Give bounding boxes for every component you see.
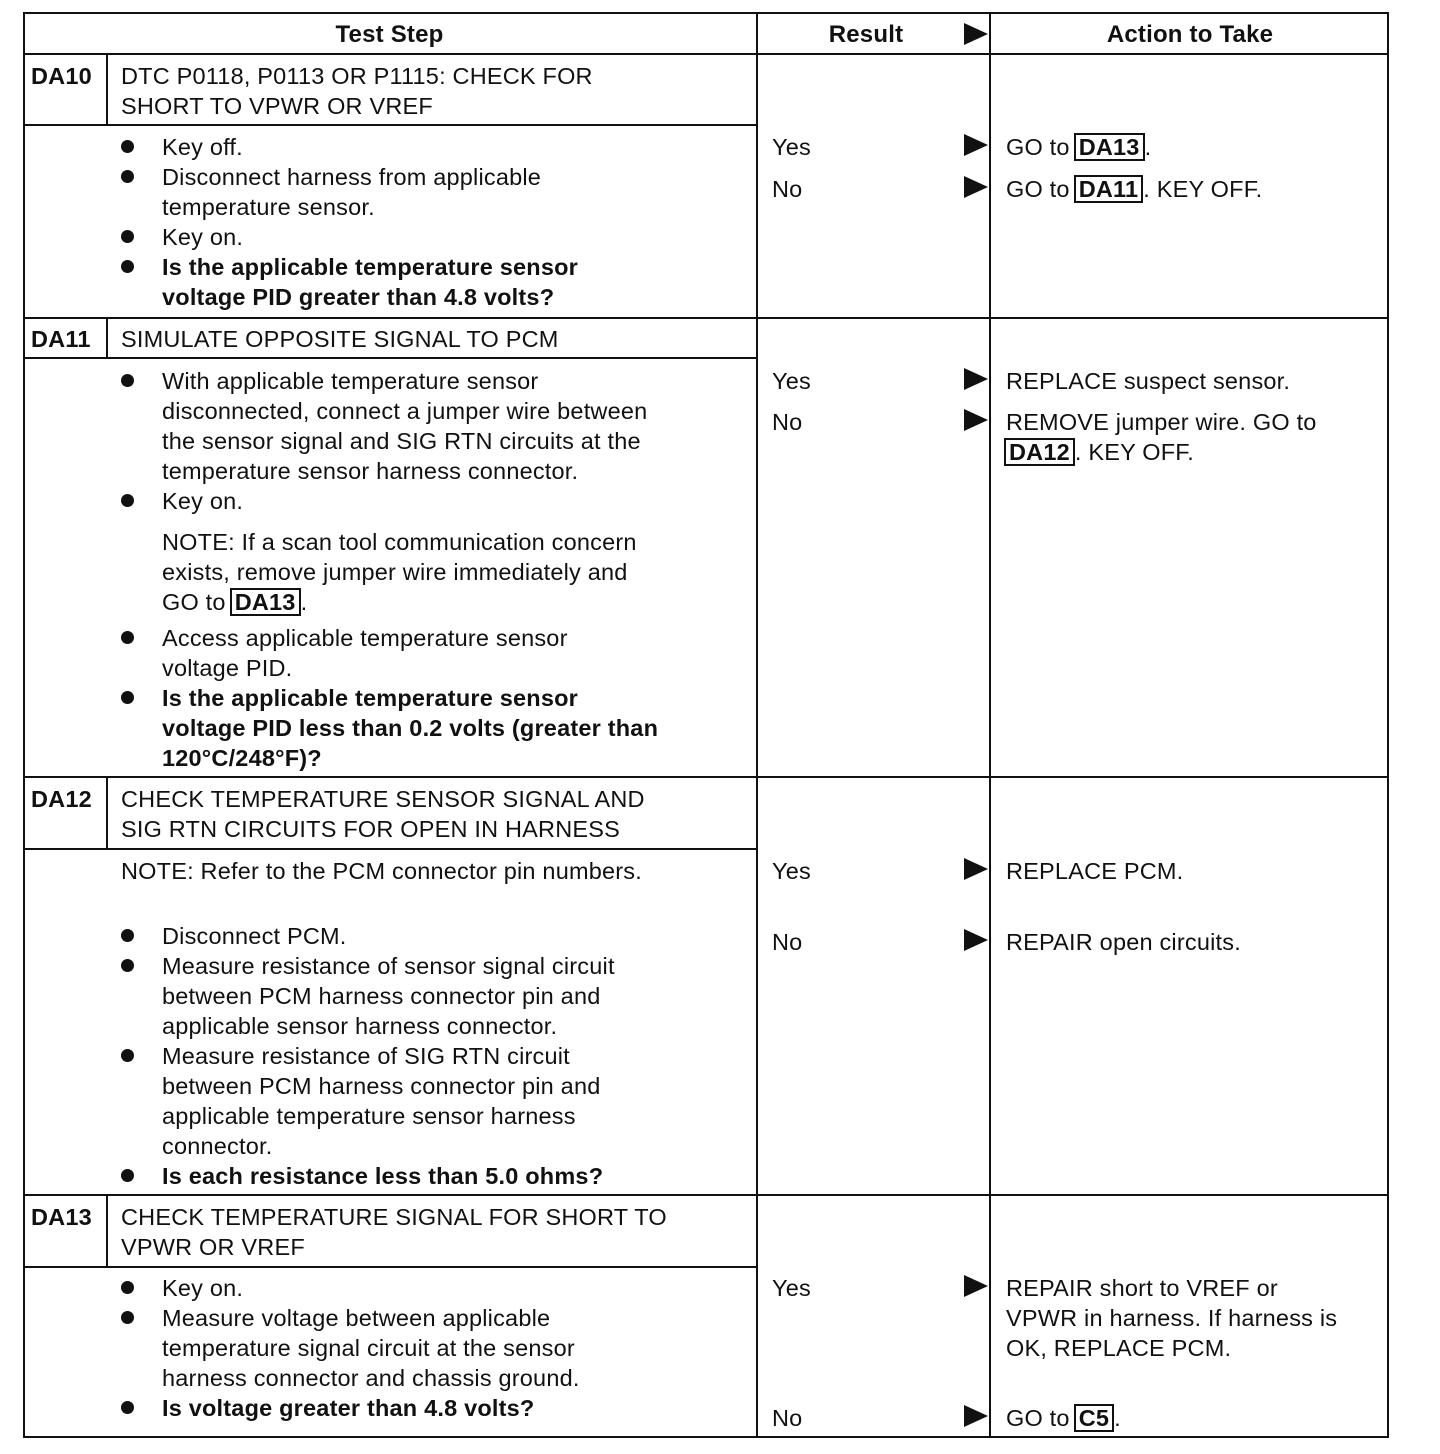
action-yes: REPAIR short to VREF or [1006,1275,1278,1301]
instruction: the sensor signal and SIG RTN circuits at the [162,428,641,454]
bullet-icon [121,374,134,387]
bullet-icon [121,170,134,183]
question: voltage PID greater than 4.8 volts? [162,284,555,310]
bullet-icon [121,1169,134,1182]
step-title: CHECK TEMPERATURE SENSOR SIGNAL AND [121,786,645,812]
row-divider [23,317,1389,319]
question: voltage PID less than 0.2 volts (greater than [162,715,659,741]
instruction: applicable sensor harness connector. [162,1013,558,1039]
step-id: DA12 [31,786,92,812]
instruction: voltage PID. [162,655,293,681]
result-no: No [772,409,803,435]
question: Is the applicable temperature sensor [162,685,578,711]
question: Is each resistance less than 5.0 ohms? [162,1163,604,1189]
step-title: DTC P0118, P0113 OR P1115: CHECK FOR [121,63,593,89]
instruction: Key on. [162,488,244,514]
bullet-icon [121,1401,134,1414]
bullet-icon [121,691,134,704]
arrow-icon [964,1275,988,1297]
action-no: GO to C5 . [1006,1405,1121,1431]
instruction: Measure resistance of SIG RTN circuit [162,1043,570,1069]
result-yes: Yes [772,134,811,160]
action-yes: REPLACE suspect sensor. [1006,368,1291,394]
instruction: between PCM harness connector pin and [162,983,601,1009]
step-title-divider [23,848,756,850]
header-test-step: Test Step [335,21,444,48]
step-title: SIMULATE OPPOSITE SIGNAL TO PCM [121,326,559,352]
step-reference[interactable]: DA13 [230,588,301,616]
header-result: Result [828,21,904,48]
result-no: No [772,1405,803,1431]
instruction: temperature signal circuit at the sensor [162,1335,575,1361]
result-yes: Yes [772,858,811,884]
action-no: REMOVE jumper wire. GO to [1006,409,1317,435]
step-title-divider [23,124,756,126]
arrow-icon [964,1405,988,1427]
action-yes: OK, REPLACE PCM. [1006,1335,1232,1361]
instruction: Measure voltage between applicable [162,1305,551,1331]
question: 120°C/248°F)? [162,745,322,771]
instruction: connector. [162,1133,273,1159]
step-title: CHECK TEMPERATURE SIGNAL FOR SHORT TO [121,1204,667,1230]
note: GO to DA13 . [162,589,308,615]
instruction: Disconnect PCM. [162,923,347,949]
step-reference[interactable]: DA13 [1074,133,1145,161]
step-reference[interactable]: DA12 [1004,438,1075,466]
step-title: VPWR OR VREF [121,1234,305,1260]
instruction: harness connector and chassis ground. [162,1365,580,1391]
note: NOTE: If a scan tool communication concern [162,529,637,555]
step-id: DA13 [31,1204,92,1230]
header-action: Action to Take [1106,21,1274,48]
instruction: Key on. [162,1275,244,1301]
bullet-icon [121,929,134,942]
bullet-icon [121,631,134,644]
action-yes: GO to DA13 . [1006,134,1152,160]
step-id-divider [106,53,108,125]
result-no: No [772,929,803,955]
action-no: DA12 . KEY OFF. [1004,437,1194,467]
bullet-icon [121,1049,134,1062]
action-yes: VPWR in harness. If harness is [1006,1305,1338,1331]
arrow-icon [964,858,988,880]
instruction: Key off. [162,134,243,160]
step-id: DA10 [31,63,92,89]
bullet-icon [121,494,134,507]
arrow-icon [964,409,988,431]
step-id-divider [106,776,108,849]
bullet-icon [121,260,134,273]
step-id-divider [106,1194,108,1267]
arrow-icon [964,929,988,951]
question: Is the applicable temperature sensor [162,254,578,280]
header-divider [23,53,1389,55]
action-no: GO to DA11 . KEY OFF. [1006,176,1263,202]
bullet-icon [121,1281,134,1294]
instruction: disconnected, connect a jumper wire between [162,398,648,424]
instruction: temperature sensor. [162,194,375,220]
instruction: between PCM harness connector pin and [162,1073,601,1099]
step-id: DA11 [31,326,91,352]
step-reference[interactable]: C5 [1074,1404,1114,1432]
instruction: Key on. [162,224,244,250]
instruction: Measure resistance of sensor signal circuit [162,953,615,979]
arrow-icon [964,134,988,156]
instruction: Access applicable temperature sensor [162,625,568,651]
result-yes: Yes [772,368,811,394]
step-title-divider [23,357,756,359]
column-divider [989,12,991,1438]
action-no: REPAIR open circuits. [1006,929,1241,955]
step-title-divider [23,1266,756,1268]
result-no: No [772,176,803,202]
bullet-icon [121,959,134,972]
note: NOTE: Refer to the PCM connector pin numbers. [121,858,642,884]
instruction: With applicable temperature sensor [162,368,539,394]
instruction: Disconnect harness from applicable [162,164,542,190]
column-divider [756,12,758,1438]
step-title: SHORT TO VPWR OR VREF [121,93,433,119]
result-yes: Yes [772,1275,811,1301]
step-id-divider [106,317,108,358]
step-title: SIG RTN CIRCUITS FOR OPEN IN HARNESS [121,816,621,842]
step-reference[interactable]: DA11 [1074,175,1144,203]
row-divider [23,1194,1389,1196]
arrow-icon [964,368,988,390]
bullet-icon [121,140,134,153]
instruction: applicable temperature sensor harness [162,1103,576,1129]
arrow-icon [964,176,988,198]
question: Is voltage greater than 4.8 volts? [162,1395,535,1421]
note: exists, remove jumper wire immediately and [162,559,628,585]
row-divider [23,776,1389,778]
instruction: temperature sensor harness connector. [162,458,579,484]
arrow-icon [964,23,988,45]
bullet-icon [121,1311,134,1324]
bullet-icon [121,230,134,243]
action-yes: REPLACE PCM. [1006,858,1184,884]
